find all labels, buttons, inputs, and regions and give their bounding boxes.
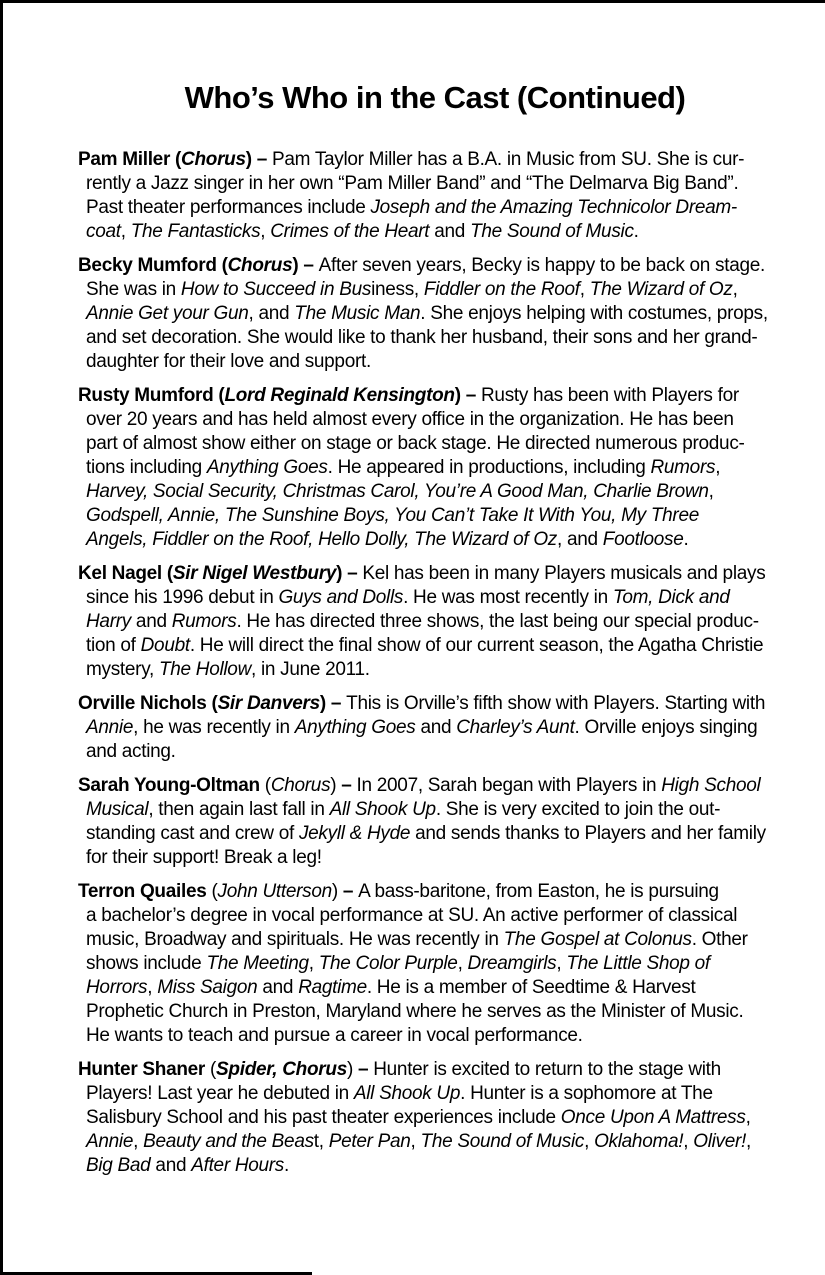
bio-text-segment: This is Orville’s fifth show with Players. Starting with bbox=[346, 693, 766, 714]
bio-paragraph bbox=[78, 562, 825, 682]
bio-text-segment: How to Succeed in Bus bbox=[180, 279, 372, 300]
bio-text-segment: daughter for their love and support. bbox=[86, 351, 371, 372]
bio-text-segment: Rumors bbox=[650, 457, 716, 478]
bio-text-segment: Ragtime bbox=[298, 977, 367, 998]
bio-text-segment: , bbox=[732, 279, 738, 300]
bio-text-segment: Anything Goes bbox=[206, 457, 328, 478]
bio-text-segment: . He was most recently in bbox=[403, 587, 613, 608]
bio-text-segment: ) – bbox=[245, 149, 273, 170]
bio-text-segment: Pam Miller ( bbox=[78, 149, 182, 170]
bio-text-segment: Hunter is excited to return to the stage with bbox=[373, 1059, 721, 1080]
bio-line bbox=[78, 610, 825, 634]
bio-line bbox=[78, 432, 825, 456]
bio-text-segment: Kel Nagel ( bbox=[78, 563, 173, 584]
bio-text-segment: High School bbox=[661, 775, 761, 796]
page-title: Who’s Who in the Cast (Continued) bbox=[184, 80, 686, 115]
bio-text-segment: . bbox=[683, 529, 689, 550]
bio-line bbox=[78, 846, 825, 870]
bio-text-segment: Guys and Dolls bbox=[278, 587, 404, 608]
bio-text-segment: ) – bbox=[336, 563, 363, 584]
bio-text-segment: over 20 years and has held almost every office in the organization. He has been bbox=[86, 409, 734, 430]
bio-text-segment: , bbox=[746, 1131, 751, 1152]
bio-text-segment: Miss Saigon bbox=[157, 977, 258, 998]
bio-text-segment: . Hunter is a sophomore at The bbox=[460, 1083, 713, 1104]
bio-text-segment: . Other bbox=[691, 929, 748, 950]
bio-text-segment: Players! Last year he debuted in bbox=[86, 1083, 354, 1104]
bio-text-segment: . He will direct the final show of our current season, the Agatha Christie bbox=[189, 635, 764, 656]
bio-text-segment: Salisbury School and his past theater experiences include bbox=[86, 1107, 561, 1128]
bio-line-name bbox=[78, 774, 825, 798]
bio-line bbox=[78, 740, 825, 764]
bio-text-segment: Horrors bbox=[86, 977, 148, 998]
bio-text-segment: , bbox=[708, 481, 714, 502]
bio-text-segment: Hunter Shaner bbox=[78, 1059, 210, 1080]
bio-text-segment: Rusty has been with Players for bbox=[481, 385, 739, 406]
bio-text-segment: John Utterson bbox=[217, 881, 332, 902]
bio-text-segment: The Sound of Music bbox=[470, 221, 634, 242]
bio-text-segment: All Shook Up bbox=[353, 1083, 461, 1104]
bio-text-segment: The Hollow bbox=[158, 659, 251, 680]
bio-text-segment: Peter Pan bbox=[328, 1131, 411, 1152]
bio-text-segment: t, bbox=[313, 1131, 329, 1152]
bio-line bbox=[78, 456, 825, 480]
bio-line bbox=[78, 904, 825, 928]
bio-line bbox=[78, 952, 825, 976]
bio-text-segment: . She enjoys helping with costumes, props, bbox=[420, 303, 768, 324]
bio-text-segment: Sir Danvers bbox=[217, 693, 320, 714]
bio-line-name bbox=[78, 148, 825, 172]
bio-text-segment: , bbox=[120, 221, 131, 242]
bio-text-segment: Annie bbox=[86, 717, 134, 738]
bio-text-segment: Annie Get your Gun bbox=[86, 303, 249, 324]
bio-text-segment: shows include bbox=[86, 953, 207, 974]
bio-text-segment: ) – bbox=[319, 693, 347, 714]
bio-text-segment: , bbox=[147, 977, 158, 998]
bio-text-segment: A bass-baritone, from Easton, he is pursuing bbox=[358, 881, 719, 902]
bio-text-segment: since his 1996 debut in bbox=[86, 587, 279, 608]
bio-text-segment: Sarah Young-Oltman bbox=[78, 775, 265, 796]
bio-paragraph bbox=[78, 692, 825, 764]
bio-text-segment: and bbox=[429, 221, 471, 242]
bio-text-segment: and bbox=[415, 717, 457, 738]
bio-text-segment: Prophetic Church in Preston, Maryland where he serves as the Minister of Music. bbox=[86, 1001, 744, 1022]
bio-line bbox=[78, 798, 825, 822]
bio-text-segment: , and bbox=[557, 529, 603, 550]
bio-line-name bbox=[78, 692, 825, 716]
bio-text-segment: Pam Taylor Miller has a B.A. in Music from SU. She is cur- bbox=[272, 149, 745, 170]
bio-text-segment: Lord Reginald Kensington bbox=[224, 385, 455, 406]
bio-text-segment: The Little Shop of bbox=[566, 953, 710, 974]
bio-text-segment: and bbox=[257, 977, 299, 998]
bio-line bbox=[78, 1024, 825, 1048]
bio-line bbox=[78, 302, 825, 326]
bio-line bbox=[78, 658, 825, 682]
scan-border-top bbox=[0, 0, 825, 3]
bio-text-segment: ( bbox=[264, 775, 271, 796]
bio-text-segment: . He appeared in productions, including bbox=[327, 457, 651, 478]
bio-text-segment: Spider, Chorus bbox=[216, 1059, 347, 1080]
bio-paragraph bbox=[78, 384, 825, 552]
bio-line bbox=[78, 634, 825, 658]
bio-text-segment: Chorus bbox=[181, 149, 246, 170]
bio-text-segment: – bbox=[342, 881, 359, 902]
bio-text-segment: Annie bbox=[86, 1131, 134, 1152]
bio-text-segment: Musical bbox=[86, 799, 149, 820]
bio-text-segment: ) bbox=[330, 775, 342, 796]
bio-line bbox=[78, 1082, 825, 1106]
bio-text-segment: . Orville enjoys singing bbox=[574, 717, 758, 738]
bio-text-segment: , in June 2011. bbox=[251, 659, 370, 680]
bio-text-segment: , bbox=[715, 457, 721, 478]
bio-text-segment: All Shook Up bbox=[329, 799, 436, 820]
bio-line-name bbox=[78, 880, 825, 904]
bio-text-segment: ) bbox=[331, 881, 343, 902]
bio-line bbox=[78, 976, 825, 1000]
bio-text-segment: Oliver! bbox=[693, 1131, 747, 1152]
bio-text-segment: ( bbox=[210, 1059, 217, 1080]
bio-text-segment: The Sound of Music bbox=[420, 1131, 585, 1152]
bio-text-segment: , bbox=[683, 1131, 694, 1152]
bio-text-segment: Tom, Dick and bbox=[612, 587, 730, 608]
bio-paragraph bbox=[78, 254, 825, 374]
bio-text-segment: . He is a member of Seedtime & Harvest bbox=[366, 977, 696, 998]
bio-text-segment: , bbox=[584, 1131, 595, 1152]
bio-line bbox=[78, 480, 825, 504]
bio-paragraph bbox=[78, 148, 825, 244]
bio-text-segment: and set decoration. She would like to thank her husband, their sons and her grand- bbox=[86, 327, 758, 348]
bio-text-segment: Beauty and the Beas bbox=[143, 1131, 314, 1152]
bio-text-segment: Harry bbox=[86, 611, 131, 632]
bio-text-segment: . bbox=[633, 221, 639, 242]
bio-text-segment: coat bbox=[86, 221, 121, 242]
bio-line bbox=[78, 172, 825, 196]
bio-line bbox=[78, 928, 825, 952]
bio-line bbox=[78, 528, 825, 552]
bio-line bbox=[78, 326, 825, 350]
bio-text-segment: and sends thanks to Players and her family bbox=[410, 823, 766, 844]
bio-text-segment: Joseph and the Amazing Technicolor Dream- bbox=[370, 197, 737, 218]
bio-text-segment: Once Upon A Mattress bbox=[560, 1107, 746, 1128]
bio-text-segment: After Hours bbox=[191, 1155, 285, 1176]
bio-line bbox=[78, 278, 825, 302]
bio-text-segment: In 2007, Sarah began with Players in bbox=[356, 775, 662, 796]
bio-text-segment: – bbox=[357, 1059, 374, 1080]
bio-text-segment: She was in bbox=[86, 279, 181, 300]
bio-line-name bbox=[78, 254, 825, 278]
bio-text-segment: The Fantasticks bbox=[130, 221, 261, 242]
bio-text-segment: , he was recently in bbox=[133, 717, 295, 738]
bio-text-segment: music, Broadway and spirituals. He was recently in bbox=[86, 929, 504, 950]
bio-text-segment: The Meeting bbox=[206, 953, 309, 974]
bio-line bbox=[78, 350, 825, 374]
bio-text-segment: Anything Goes bbox=[294, 717, 416, 738]
bio-text-segment: Sir Nigel Westbury bbox=[172, 563, 337, 584]
bio-text-segment: ( bbox=[211, 881, 218, 902]
bio-text-segment: and bbox=[150, 1155, 192, 1176]
bio-text-segment: The Wizard of Oz bbox=[589, 279, 733, 300]
bio-text-segment: He wants to teach and pursue a career in vocal performance. bbox=[86, 1025, 583, 1046]
bio-line bbox=[78, 1106, 825, 1130]
bio-line bbox=[78, 504, 825, 528]
bio-paragraph bbox=[78, 774, 825, 870]
bio-text-segment: After seven years, Becky is happy to be back on stage. bbox=[318, 255, 765, 276]
bio-line bbox=[78, 196, 825, 220]
bio-text-segment: for their support! Break a leg! bbox=[86, 847, 322, 868]
bio-text-segment: The Color Purple bbox=[318, 953, 458, 974]
bio-line bbox=[78, 408, 825, 432]
bio-paragraph bbox=[78, 880, 825, 1048]
scan-border-left bbox=[0, 0, 3, 1275]
bio-line-name bbox=[78, 1058, 825, 1082]
bio-text-segment: part of almost show either on stage or back stage. He directed numerous produc- bbox=[86, 433, 745, 454]
bio-text-segment: ) – bbox=[292, 255, 319, 276]
bio-text-segment: and bbox=[130, 611, 172, 632]
bio-line bbox=[78, 822, 825, 846]
bio-line bbox=[78, 1154, 825, 1178]
bio-text-segment: Past theater performances include bbox=[86, 197, 371, 218]
bio-text-segment: , then again last fall in bbox=[148, 799, 330, 820]
bio-text-segment: , bbox=[556, 953, 567, 974]
bio-text-segment: Angels, Fiddler on the Roof, Hello Dolly, The Wizard of Oz bbox=[86, 529, 558, 550]
bio-text-segment: Chorus bbox=[270, 775, 331, 796]
bio-text-segment: , bbox=[133, 1131, 144, 1152]
bio-text-segment: Oklahoma! bbox=[594, 1131, 684, 1152]
bio-text-segment: , and bbox=[248, 303, 295, 324]
bio-text-segment: Jekyll & Hyde bbox=[298, 823, 411, 844]
bio-text-segment: Becky Mumford ( bbox=[78, 255, 228, 276]
bio-text-segment: . She is very excited to join the out- bbox=[435, 799, 721, 820]
bio-line bbox=[78, 716, 825, 740]
bio-text-segment: The Gospel at Colonus bbox=[503, 929, 692, 950]
bio-text-segment: , bbox=[308, 953, 319, 974]
bio-text-segment: Doubt bbox=[140, 635, 190, 656]
bio-text-segment: rently a Jazz singer in her own “Pam Miller Band” and “The Delmarva Big Band”. bbox=[86, 173, 739, 194]
bio-text-segment: Crimes of the Heart bbox=[270, 221, 430, 242]
bio-text-segment: Rumors bbox=[171, 611, 237, 632]
bio-text-segment: and acting. bbox=[86, 741, 176, 762]
bio-text-segment: ) bbox=[346, 1059, 358, 1080]
bio-line bbox=[78, 220, 825, 244]
bio-text-segment: ) – bbox=[454, 385, 481, 406]
bio-text-segment: Orville Nichols ( bbox=[78, 693, 218, 714]
bio-text-segment: Big Bad bbox=[86, 1155, 151, 1176]
bio-text-segment: . bbox=[284, 1155, 289, 1176]
bio-text-segment: , bbox=[579, 279, 590, 300]
bio-list bbox=[0, 148, 825, 1178]
bio-text-segment: Rusty Mumford ( bbox=[78, 385, 225, 406]
bio-text-segment: – bbox=[341, 775, 357, 796]
bio-text-segment: standing cast and crew of bbox=[86, 823, 299, 844]
bio-text-segment: The Music Man bbox=[294, 303, 421, 324]
bio-text-segment: Dreamgirls bbox=[467, 953, 557, 974]
bio-text-segment: Godspell, Annie, The Sunshine Boys, You Can’t Take It With You, My Three bbox=[86, 505, 699, 526]
bio-line bbox=[78, 1000, 825, 1024]
bio-text-segment: Harvey, Social Security, Christmas Carol, You’re A Good Man, Charlie Brown bbox=[86, 481, 709, 502]
bio-text-segment: iness, bbox=[371, 279, 424, 300]
bio-text-segment: Charley’s Aunt bbox=[456, 717, 575, 738]
bio-text-segment: , bbox=[260, 221, 271, 242]
bio-paragraph bbox=[78, 1058, 825, 1178]
bio-text-segment: Terron Quailes bbox=[78, 881, 212, 902]
bio-text-segment: mystery, bbox=[86, 659, 159, 680]
bio-text-segment: , bbox=[410, 1131, 421, 1152]
bio-text-segment: Kel has been in many Players musicals and plays bbox=[362, 563, 766, 584]
bio-text-segment: , bbox=[745, 1107, 751, 1128]
bio-line bbox=[78, 1130, 825, 1154]
bio-text-segment: Fiddler on the Roof bbox=[423, 279, 580, 300]
bio-line bbox=[78, 586, 825, 610]
bio-line-name bbox=[78, 384, 825, 408]
bio-text-segment: Chorus bbox=[227, 255, 293, 276]
bio-text-segment: Footloose bbox=[602, 529, 684, 550]
bio-text-segment: a bachelor’s degree in vocal performance at SU. An active performer of classical bbox=[86, 905, 738, 926]
bio-text-segment: tion of bbox=[86, 635, 141, 656]
bio-text-segment: tions including bbox=[86, 457, 207, 478]
bio-text-segment: , bbox=[457, 953, 468, 974]
bio-line-name bbox=[78, 562, 825, 586]
bio-text-segment: . He has directed three shows, the last being our special produc- bbox=[236, 611, 759, 632]
